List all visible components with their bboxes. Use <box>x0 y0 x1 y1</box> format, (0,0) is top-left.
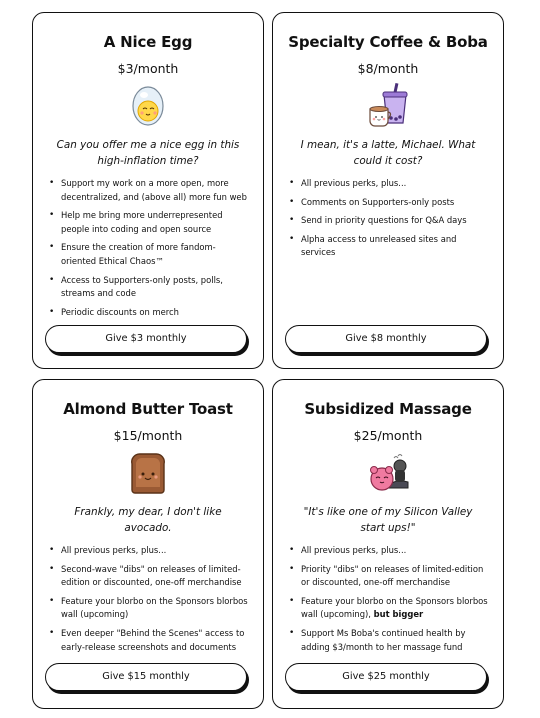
tier-quote: Frankly, my dear, I don't like avocado. <box>74 506 222 534</box>
tier-card-coffee-boba <box>272 12 504 369</box>
tier-price: $3/month <box>117 61 179 76</box>
coffee-boba-icon <box>364 81 412 129</box>
tier-title: A Nice Egg <box>103 33 193 51</box>
toast-icon <box>124 448 172 496</box>
give-8-monthly-button[interactable]: Give $8 monthly <box>285 325 487 353</box>
tier-price: $8/month <box>357 61 419 76</box>
perk-item <box>287 595 489 622</box>
give-15-monthly-button[interactable]: Give $15 monthly <box>45 663 247 691</box>
perk-item: • Access to Supporters-only posts, polls, streams and code <box>47 274 249 301</box>
perk-item: • Alpha access to unreleased sites and services <box>287 233 489 260</box>
perk-item: • Periodic discounts on merch <box>47 306 249 320</box>
perk-item: • All previous perks, plus... <box>287 544 489 558</box>
perk-item: • Help me bring more underrepresented people into coding and open source <box>47 209 249 236</box>
tier-quote: I mean, it's a latte, Michael. What could it cost? <box>300 139 476 167</box>
tier-quote: Can you offer me a nice egg in this high-inflation time? <box>56 139 240 167</box>
tier-price: $15/month <box>113 428 183 443</box>
perks-list <box>287 544 489 659</box>
perks-list <box>287 177 489 265</box>
perks-list <box>47 544 249 659</box>
tier-quote: "It's like one of my Silicon Valley start ups!" <box>303 506 473 534</box>
perk-emphasis: but bigger <box>373 609 424 620</box>
tier-title: Almond Butter Toast <box>63 400 233 418</box>
tier-price: $25/month <box>353 428 423 443</box>
perk-item: • Priority "dibs" on releases of limited-edition or discounted, one-off merchandise <box>287 563 489 590</box>
tier-title: Specialty Coffee & Boba <box>288 33 488 51</box>
give-25-monthly-button[interactable]: Give $25 monthly <box>285 663 487 691</box>
massage-icon <box>364 448 412 496</box>
perks-list <box>47 177 249 324</box>
tier-title: Subsidized Massage <box>304 400 472 418</box>
perk-item: • All previous perks, plus... <box>47 544 249 558</box>
perk-item: • Even deeper "Behind the Scenes" access to early-release screenshots and documents <box>47 627 249 654</box>
perk-item: • Send in priority questions for Q&A days <box>287 214 489 228</box>
give-3-monthly-button[interactable]: Give $3 monthly <box>45 325 247 353</box>
perk-item: • Ensure the creation of more fandom-oriented Ethical Chaos™ <box>47 241 249 268</box>
tier-card-nice-egg <box>32 12 264 369</box>
egg-icon <box>124 81 172 129</box>
perk-item: • All previous perks, plus... <box>287 177 489 191</box>
tier-card-subsidized-massage <box>272 379 504 709</box>
perk-item: • Comments on Supporters-only posts <box>287 196 489 210</box>
perk-text: Feature your blorbo on the Sponsors blorbos wall (upcoming), <box>301 595 488 620</box>
tier-card-almond-butter-toast <box>32 379 264 709</box>
perk-item: • Second-wave "dibs" on releases of limited-edition or discounted, one-off merchandise <box>47 563 249 590</box>
perk-item: • Feature your blorbo on the Sponsors blorbos wall (upcoming) <box>47 595 249 622</box>
perk-item: • Support Ms Boba's continued health by adding $3/month to her massage fund <box>287 627 489 654</box>
perk-item: • Support my work on a more open, more decentralized, and (above all) more fun web <box>47 177 249 204</box>
